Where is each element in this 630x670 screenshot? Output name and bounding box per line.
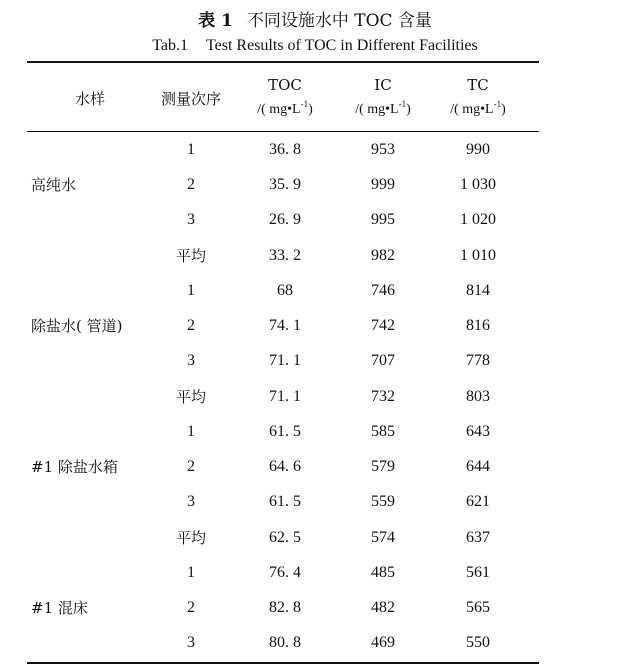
ic-cell: 574	[371, 529, 395, 546]
toc-cell: 64. 6	[269, 458, 301, 475]
tc-cell: 803	[466, 388, 490, 405]
table-top-rule	[27, 61, 539, 63]
toc-cell: 62. 5	[269, 529, 301, 546]
toc-cell: 80. 8	[269, 634, 301, 651]
header-toc-unit: /( $mg•L^{-1}$)	[257, 99, 313, 117]
toc-cell: 76. 4	[269, 564, 301, 581]
order-cell-average: 平均	[175, 529, 206, 547]
tc-cell: 643	[466, 423, 490, 440]
toc-cell: 74. 1	[269, 317, 301, 334]
header-sample: 水样	[74, 90, 105, 108]
ic-cell: 482	[371, 599, 395, 616]
ic-cell: 999	[371, 176, 395, 193]
ic-cell: 995	[371, 211, 395, 228]
order-cell: 2	[187, 317, 195, 334]
toc-cell: 61. 5	[269, 493, 301, 510]
ic-cell: 579	[371, 458, 395, 475]
table-header-rule	[27, 131, 539, 132]
order-cell-average: 平均	[175, 247, 206, 265]
ic-cell: 953	[371, 141, 395, 158]
table-label-en: Tab.1	[152, 37, 188, 54]
table-title-en-text: Test Results of TOC in Different Facilities	[206, 37, 478, 54]
tc-cell: 561	[466, 564, 490, 581]
tc-cell: 1 020	[460, 211, 496, 228]
tc-cell: 1 010	[460, 247, 496, 264]
toc-cell: 33. 2	[269, 247, 301, 264]
toc-cell: 68	[277, 282, 293, 299]
ic-cell: 742	[371, 317, 395, 334]
table-bottom-rule	[27, 662, 539, 664]
order-cell: 2	[187, 176, 195, 193]
table-title-en	[0, 36, 630, 56]
ic-cell: 746	[371, 282, 395, 299]
toc-cell: 61. 5	[269, 423, 301, 440]
order-cell: 2	[187, 599, 195, 616]
tc-cell: 778	[466, 352, 490, 369]
header-ic	[333, 76, 433, 118]
order-cell: 2	[187, 458, 195, 475]
tc-cell: 1 030	[460, 176, 496, 193]
header-tc	[428, 76, 528, 118]
header-tc-label: TC	[467, 76, 489, 94]
order-cell: 1	[187, 564, 195, 581]
header-ic-label: IC	[374, 76, 392, 94]
order-cell: 3	[187, 634, 195, 651]
sample-label: #1 混床	[31, 599, 88, 617]
toc-cell: 36. 8	[269, 141, 301, 158]
header-order: 测量次序	[160, 90, 221, 108]
header-toc	[235, 76, 335, 118]
header-tc-unit: /( $mg•L^{-1}$)	[450, 99, 506, 117]
toc-cell: 26. 9	[269, 211, 301, 228]
order-cell: 3	[187, 493, 195, 510]
tc-cell: 550	[466, 634, 490, 651]
ic-cell: 982	[371, 247, 395, 264]
toc-cell: 71. 1	[269, 388, 301, 405]
table-title-cn-text: 不同设施水中 TOC 含量	[246, 11, 432, 31]
ic-cell: 485	[371, 564, 395, 581]
header-toc-label: TOC	[268, 76, 302, 94]
header-ic-unit: /( $mg•L^{-1}$)	[355, 99, 411, 117]
tc-cell: 565	[466, 599, 490, 616]
tc-cell: 644	[466, 458, 490, 475]
sample-label: #1 除盐水箱	[31, 458, 118, 476]
order-cell: 1	[187, 423, 195, 440]
order-cell: 3	[187, 211, 195, 228]
toc-cell: 35. 9	[269, 176, 301, 193]
table-title-cn	[0, 9, 630, 33]
ic-cell: 559	[371, 493, 395, 510]
tc-cell: 637	[466, 529, 490, 546]
sample-label: 高纯水	[31, 176, 77, 194]
order-cell: 3	[187, 352, 195, 369]
table-label-cn: 表 1	[198, 11, 233, 31]
order-cell: 1	[187, 282, 195, 299]
ic-cell: 585	[371, 423, 395, 440]
toc-cell: 71. 1	[269, 352, 301, 369]
ic-cell: 732	[371, 388, 395, 405]
tc-cell: 621	[466, 493, 490, 510]
tc-cell: 816	[466, 317, 490, 334]
ic-cell: 469	[371, 634, 395, 651]
order-cell: 1	[187, 141, 195, 158]
tc-cell: 814	[466, 282, 490, 299]
ic-cell: 707	[371, 352, 395, 369]
toc-cell: 82. 8	[269, 599, 301, 616]
order-cell-average: 平均	[175, 388, 206, 406]
sample-label: 除盐水( 管道)	[31, 317, 123, 335]
tc-cell: 990	[466, 141, 490, 158]
